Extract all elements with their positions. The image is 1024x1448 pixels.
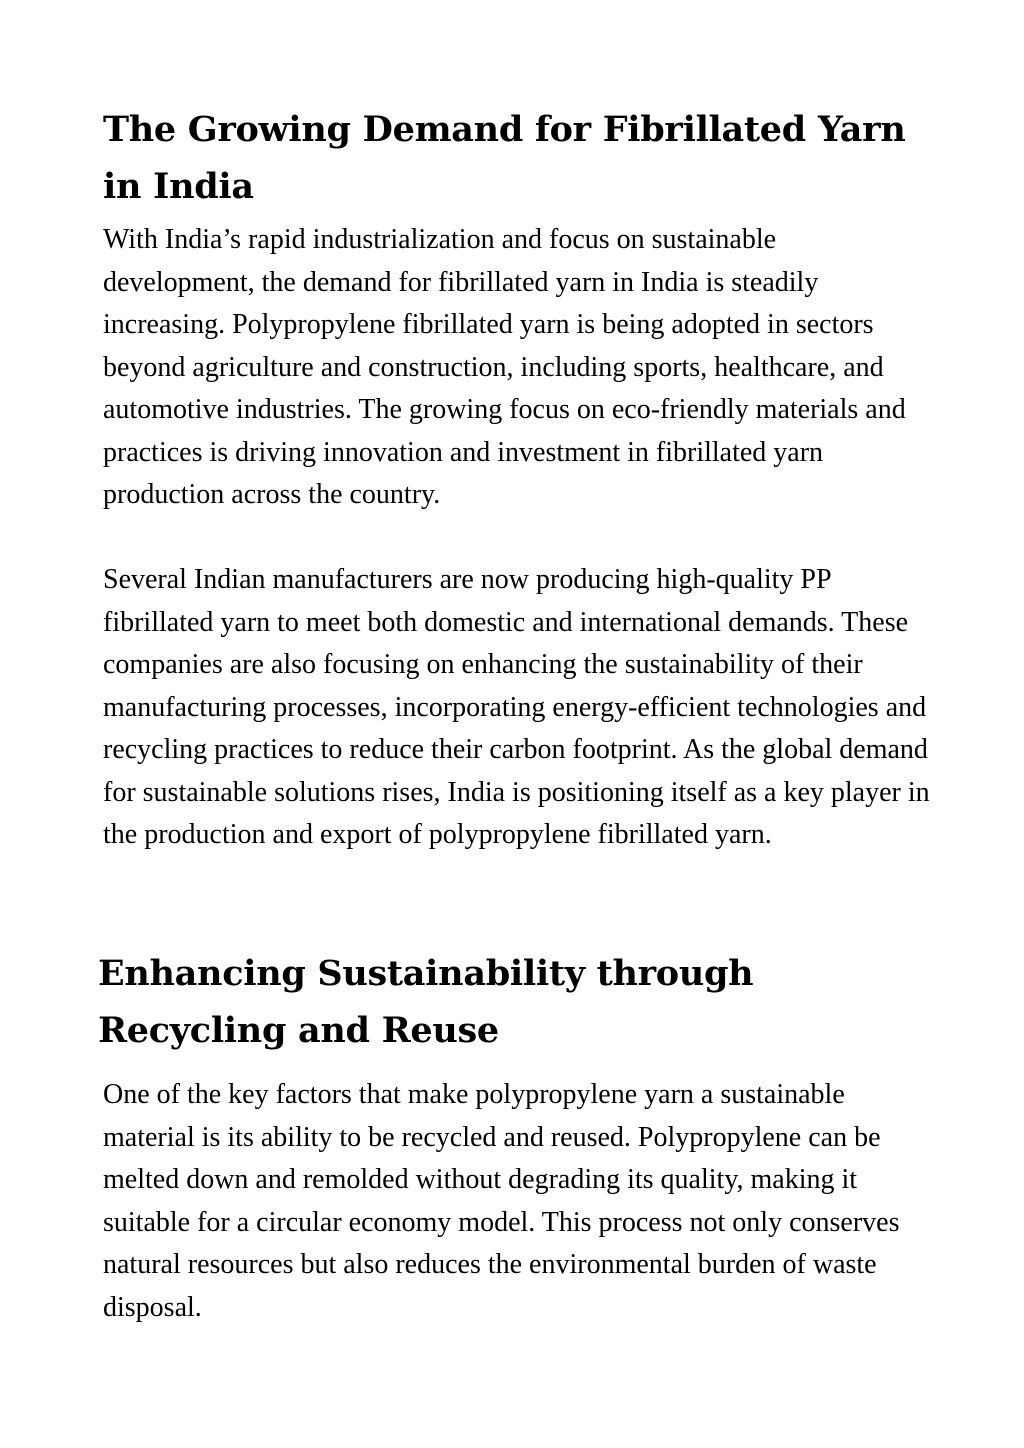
paragraph-demand-overview: With India’s rapid industrialization and focus on sustainable development, the demand for fibrillated yarn in India is steadily increasing. Polypropylene fibrillated yarn is being adopted in sectors beyond agriculture and construction, including sports, healthcare, and automotive industries. The growing focus on eco-friendly materials and practices is driving innovation and investment in fibrillated yarn production across the country.	[103, 224, 906, 510]
paragraph-indian-manufacturers: Several Indian manufacturers are now producing high-quality PP fibrillated yarn to meet both domestic and international demands. These companies are also focusing on enhancing the sustainability of their manufacturing processes, incorporating energy-efficient technologies and recycling practices to reduce their carbon footprint. As the global demand for sustainable solutions rises, India is positioning itself as a key player in the production and export of polypropylene fibrillated yarn.	[103, 564, 930, 850]
paragraph-recycling-reuse: One of the key factors that make polypropylene yarn a sustainable material is its ability to be recycled and reused. Polypropylene can be melted down and remolded without degrading its quality, making it suitable for a circular economy model. This process not only conserves natural resources but also reduces the environmental burden of waste disposal.	[103, 1079, 900, 1323]
section-heading-recycling: Enhancing Sustainability through Recycling and Reuse	[98, 953, 754, 1051]
section-heading-demand-india: The Growing Demand for Fibrillated Yarn in India	[103, 109, 906, 207]
